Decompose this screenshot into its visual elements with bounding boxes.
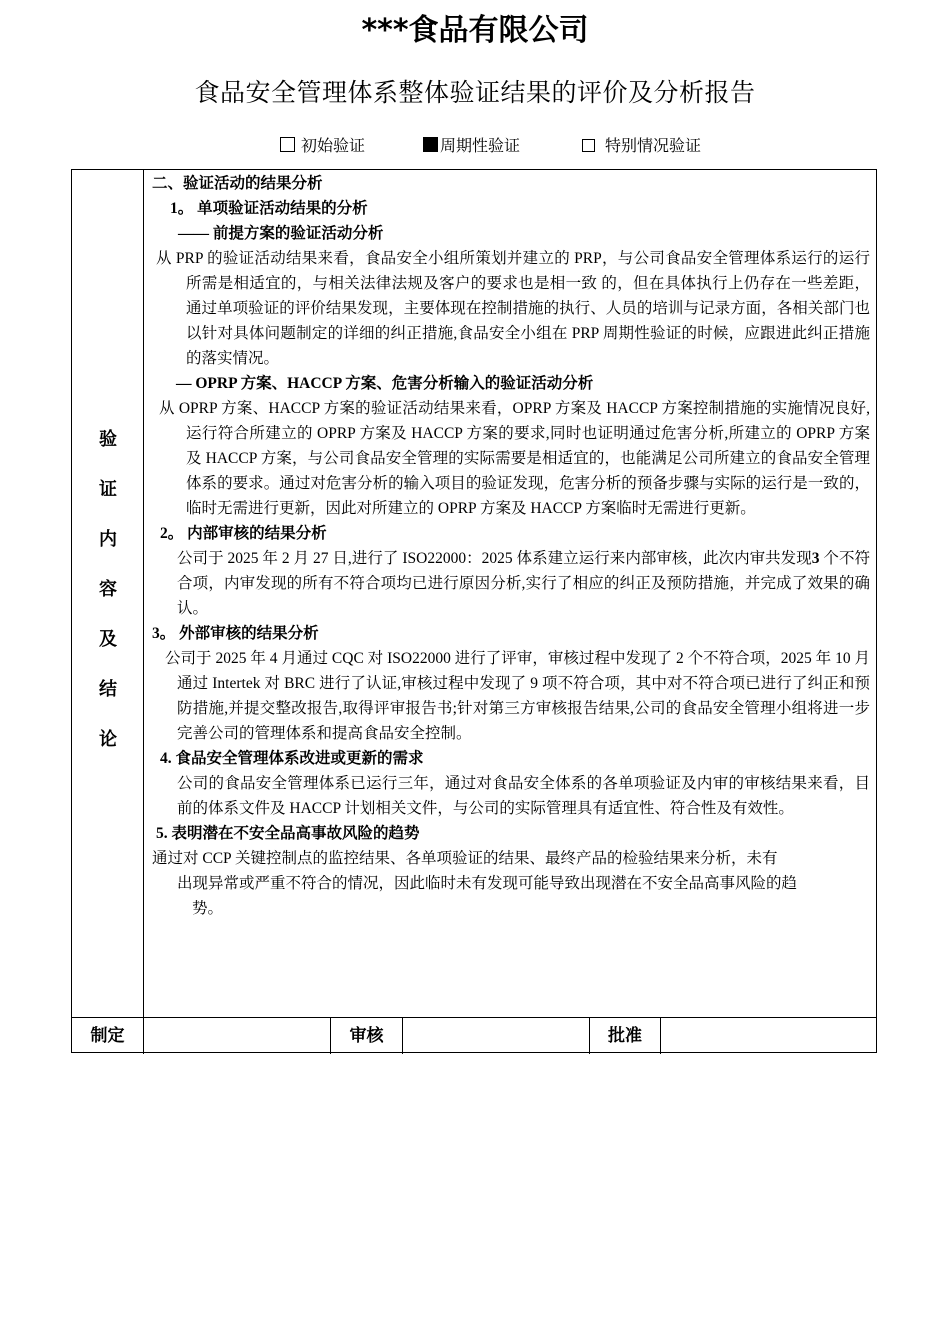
report-title: 食品安全管理体系整体验证结果的评价及分析报告 <box>194 80 756 107</box>
verification-type-options <box>0 134 950 160</box>
section-heading: 二、验证活动的结果分析 <box>152 175 323 192</box>
external-audit-paragraph: 公司于 2025 年 4 月通过 CQC 对 ISO22000 进行了评审，审核过程中发现了 2 个不符合项，2025 年 10 月通过 Intertek 对 BRC 进行了认证,审核过程中发现了 9 项不符合项，其中对不符合项已进行了纠正和预防措施,并提交整改报告,取得评审报告书;针对第三方审核报告结果,公司的食品安全管理小组将进一步完善公司的管理体系和提高食品安全控制。 <box>165 650 870 742</box>
subsection-heading-4: 4. 食品安全管理体系改进或更新的需求 <box>160 750 424 767</box>
risk-line-1: 通过对 CCP 关键控制点的监控结果、各单项验证的结果、最终产品的检验结果来分析，未有 <box>152 850 778 867</box>
report-table <box>71 169 877 1053</box>
option-periodic-verification[interactable] <box>423 134 520 160</box>
subsection-heading-2: 2。 内部审核的结果分析 <box>160 525 327 542</box>
prp-paragraph: 从 PRP 的验证活动结果来看，食品安全小组所策划并建立的 PRP，与公司食品安全管理体系运行的运行所需是相适宜的，与相关法律法规及客户的要求也是相一致 的，但在具体执行上仍存在一些差距，通过单项验证的评价结果发现，主要体现在控制措施的执行、人员的培训与记录方面，各相关部门也以针对具体问题制定的详细的纠正措施,食品安全小组在 PRP 周期性验证的时候，应跟进此纠正措施的落实情况。 <box>156 250 870 367</box>
option-initial-verification[interactable] <box>280 134 365 160</box>
checkbox-unchecked-icon[interactable] <box>582 139 595 152</box>
oprp-heading: — OPRP 方案、HACCP 方案、危害分析输入的验证活动分析 <box>176 375 594 392</box>
approved-by-field[interactable] <box>661 1019 876 1054</box>
side-char: 验 <box>99 429 117 450</box>
side-char: 论 <box>99 729 117 750</box>
subsection-heading-5: 5. 表明潜在不安全品高事故风险的趋势 <box>156 825 420 842</box>
option-special-verification[interactable] <box>582 134 701 160</box>
paragraph-text: 公司于 2025 年 2 月 27 日,进行了 ISO22000：2025 体系建立运行来内部审核，此次内审共发现 <box>177 550 812 567</box>
oprp-paragraph: 从 OPRP 方案、HACCP 方案的验证活动结果来看，OPRP 方案及 HACCP 方案控制措施的实施情况良好,运行符合所建立的 OPRP 方案及 HACCP 方案的要求,同时也证明通过危害分析,所建立的 OPRP 方案及 HACCP 方案，与公司食品安全管理的实际需要是相适宜的，也能满足公司所建立的食品安全管理体系的要求。通过对危害分析的输入项目的验证发现，危害分析的预备步骤与实际的运行是一致的，临时无需进行更新，因此对所建立的 OPRP 方案及 HACCP 方案临时无需进行更新。 <box>159 400 870 517</box>
checkbox-checked-icon[interactable] <box>423 137 438 152</box>
side-label <box>72 428 144 778</box>
internal-audit-paragraph <box>152 546 870 621</box>
subsection-heading-3: 3。 外部审核的结果分析 <box>152 625 319 642</box>
prp-heading: —— 前提方案的验证活动分析 <box>178 225 384 242</box>
risk-line-2: 出现异常或严重不符合的情况，因此临时未有发现可能导致出现潜在不安全品高事风险的趋 <box>177 875 798 892</box>
side-char: 及 <box>99 629 117 650</box>
option-label: 周期性验证 <box>440 138 521 155</box>
prepared-by-field[interactable] <box>144 1019 330 1054</box>
subsection-heading-1: 1。 单项验证活动结果的分析 <box>170 200 368 217</box>
nonconformity-count: 3 <box>811 550 820 567</box>
improvement-paragraph: 公司的食品安全管理体系已运行三年，通过对食品安全体系的各单项验证及内审的审核结果来看，目前的体系文件及 HACCP 计划相关文件，与公司的实际管理具有适宜性、符合性及有效性。 <box>177 775 870 817</box>
side-char: 内 <box>99 529 117 550</box>
prepared-by-label: 制定 <box>90 1026 125 1046</box>
reviewed-by-field[interactable] <box>403 1019 589 1054</box>
approved-by-label: 批准 <box>608 1026 642 1046</box>
reviewed-by-label: 审核 <box>349 1026 384 1046</box>
row-divider <box>72 1017 876 1018</box>
paragraph-text: 个不符合项，内审发现的所有不符合项均已进行原因分析,实行了相应的纠正及预防措施，并完成了效果的确认。 <box>177 550 870 617</box>
analysis-content <box>152 170 870 921</box>
side-char: 证 <box>99 479 117 500</box>
option-label: 特别情况验证 <box>605 138 702 155</box>
risk-line-3: 势。 <box>192 900 224 917</box>
company-name: ***食品有限公司 <box>361 13 589 48</box>
checkbox-unchecked-icon[interactable] <box>280 137 295 152</box>
side-char: 结 <box>99 679 117 700</box>
option-label: 初始验证 <box>301 138 366 155</box>
side-char: 容 <box>99 579 117 600</box>
